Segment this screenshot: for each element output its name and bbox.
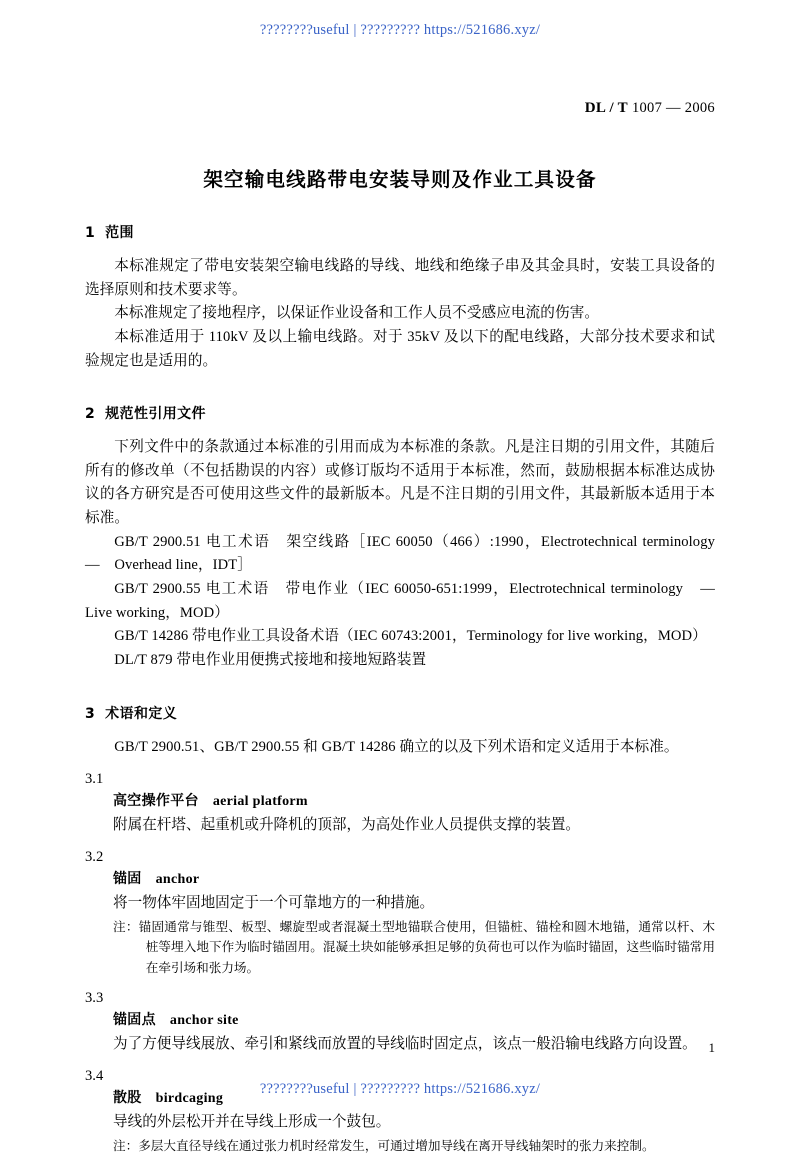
document-content bbox=[85, 0, 730, 1157]
term-number-3-2: 3.2 bbox=[85, 849, 104, 866]
term-title-3-3 bbox=[113, 1010, 715, 1032]
term-en-3-3: anchor site bbox=[169, 1013, 239, 1029]
standard-code-rest: 1007 — 2006 bbox=[631, 100, 715, 116]
clause-title-2: 规范性引用文件 bbox=[105, 406, 206, 423]
clause-1-paragraph-1: 本标准规定了带电安装架空输电线路的导线、地线和绝缘子串及其金具时，安装工具设备的选择原则和技术要求等。 bbox=[85, 258, 715, 298]
clause-title-1: 范围 bbox=[105, 225, 134, 241]
clause-1-paragraph-2: 本标准规定了接地程序，以保证作业设备和工作人员不受感应电流的伤害。 bbox=[114, 305, 600, 322]
term-note-label-3-4: 注： bbox=[113, 1139, 139, 1154]
term-title-3-1 bbox=[113, 791, 715, 813]
term-number-3-4: 3.4 bbox=[85, 1068, 104, 1085]
watermark-footer: ????????useful | ????????? https://521686.xyz/ bbox=[259, 1081, 541, 1097]
term-cn-3-3: 锚固点 bbox=[113, 1012, 156, 1029]
term-entry-3-1 bbox=[113, 791, 715, 837]
clause-1-paragraph-3: 本标准适用于 110kV 及以上输电线路。对于 35kV 及以下的配电线路，大部分技术要求和试验规定也是适用的。 bbox=[85, 328, 715, 369]
clause-number-3: 3 bbox=[85, 705, 96, 722]
clause-number-1: 1 bbox=[85, 225, 96, 241]
term-cn-3-4: 散股 bbox=[113, 1090, 142, 1107]
term-cn-3-1: 高空操作平台 bbox=[113, 793, 199, 810]
clause-heading-2 bbox=[85, 403, 715, 423]
term-note-3-2 bbox=[113, 917, 715, 978]
standard-code bbox=[85, 100, 715, 117]
term-en-3-4: birdcaging bbox=[155, 1091, 224, 1107]
term-en-3-1: aerial platform bbox=[212, 794, 308, 810]
term-entry-3-2 bbox=[113, 869, 715, 978]
term-definition-3-4: 导线的外层松开并在导线上形成一个鼓包。 bbox=[113, 1113, 391, 1130]
term-en-3-2: anchor bbox=[155, 872, 200, 888]
term-note-text-3-2: 锚固通常与锥型、板型、螺旋型或者混凝土型地锚联合使用，但锚桩、锚栓和圆木地锚，通常以杆、木桩等埋入地下作为临时锚固用。混凝土块如能够承担足够的负荷也可以作为临时锚固，这些临时锚常用在牵引场和张力场。 bbox=[138, 920, 716, 975]
term-entry-3-3 bbox=[113, 1010, 715, 1056]
term-definition-3-2: 将一物体牢固地固定于一个可靠地方的一种措施。 bbox=[113, 894, 435, 911]
page-number: 1 bbox=[708, 1040, 715, 1055]
page-title: 架空输电线路带电安装导则及作业工具设备 bbox=[203, 168, 597, 191]
term-number-3-3: 3.3 bbox=[85, 990, 104, 1007]
normative-reference-3: GB/T 14286 带电作业工具设备术语（IEC 60743:2001，Terminology for live working，MOD） bbox=[114, 628, 707, 645]
clause-heading-3 bbox=[85, 703, 715, 723]
term-entry-3-4 bbox=[113, 1088, 715, 1156]
clause-number-2: 2 bbox=[85, 406, 96, 423]
clause-title-3: 术语和定义 bbox=[105, 705, 178, 722]
term-number-3-1: 3.1 bbox=[85, 771, 104, 788]
term-definition-3-3: 为了方便导线展放、牵引和紧线而放置的导线临时固定点，该点一般沿输电线路方向设置。 bbox=[113, 1035, 697, 1052]
watermark-header: ????????useful | ????????? https://521686.xyz/ bbox=[259, 22, 541, 38]
term-title-3-2 bbox=[113, 869, 715, 891]
term-note-text-3-4: 多层大直径导线在通过张力机时经常发生，可通过增加导线在离开导线轴架时的张力来控制。 bbox=[138, 1139, 655, 1154]
term-cn-3-2: 锚固 bbox=[113, 871, 142, 888]
clause-heading-1 bbox=[85, 222, 715, 242]
normative-reference-1: GB/T 2900.51 电工术语 架空线路［IEC 60050（466）:1990，Electrotechnical terminology — Overhead line，IDT］ bbox=[85, 533, 730, 574]
term-note-label-3-2: 注： bbox=[113, 920, 139, 935]
standard-code-prefix: DL / T bbox=[584, 100, 628, 116]
term-definition-3-1: 附属在杆塔、起重机或升降机的顶部，为高处作业人员提供支撑的装置。 bbox=[113, 816, 581, 833]
term-note-3-4 bbox=[113, 1136, 715, 1156]
clause-3-paragraph-1: GB/T 2900.51、GB/T 2900.55 和 GB/T 14286 确立的以及下列术语和定义适用于本标准。 bbox=[114, 738, 679, 755]
clause-2-paragraph-1: 下列文件中的条款通过本标准的引用而成为本标准的条款。凡是注日期的引用文件，其随后所有的修改单（不包括勘误的内容）或修订版均不适用于本标准，然而，鼓励根据本标准达成协议的各方研究是否可使用这些文件的最新版本。凡是不注日期的引用文件，其最新版本适用于本标准。 bbox=[85, 439, 715, 527]
normative-reference-4: DL/T 879 带电作业用便携式接地和接地短路装置 bbox=[114, 651, 427, 668]
normative-reference-2: GB/T 2900.55 电工术语 带电作业（IEC 60050-651:1999，Electrotechnical terminology — Live working，MOD） bbox=[85, 581, 730, 621]
